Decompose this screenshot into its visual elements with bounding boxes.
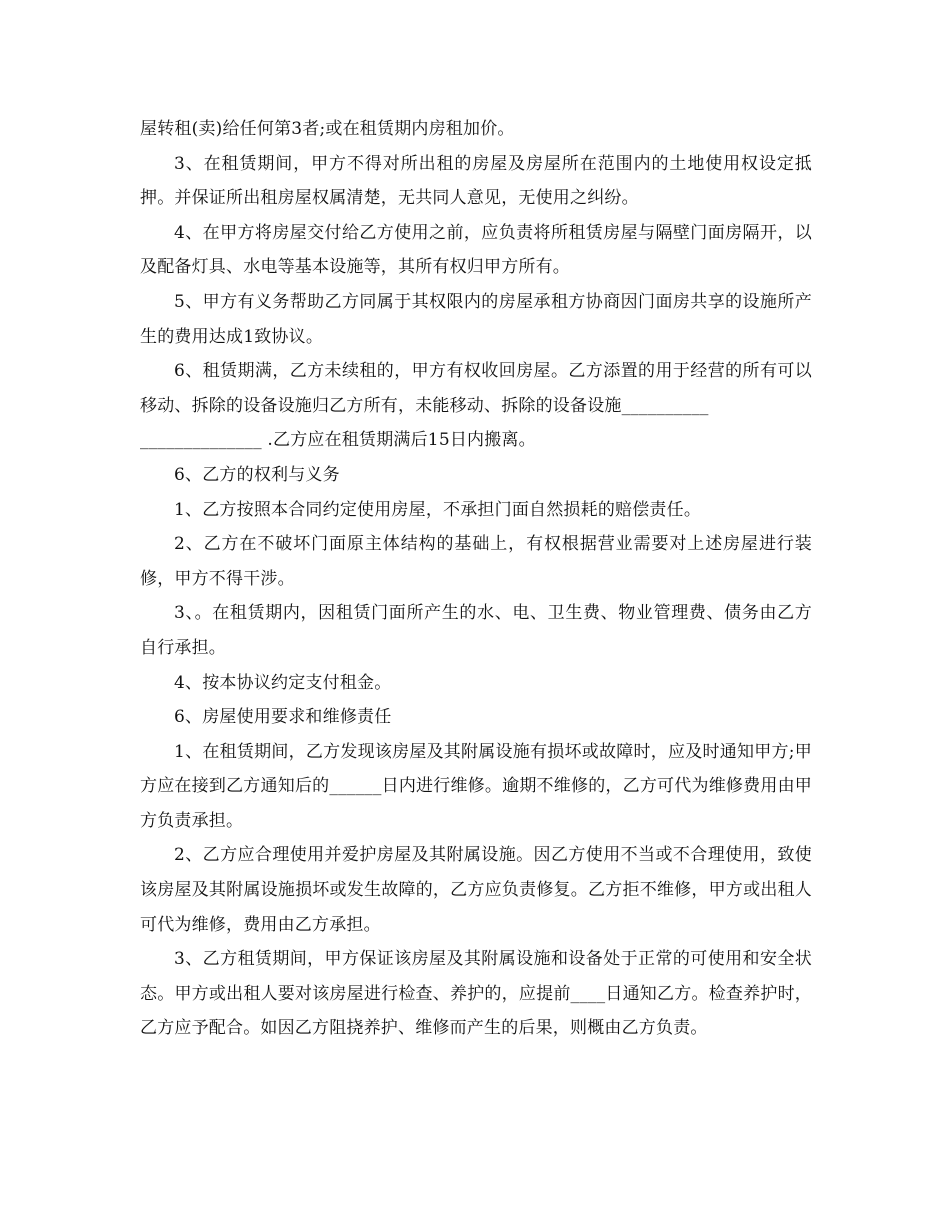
paragraph-maintenance-clause-2: 2、乙方应合理使用并爱护房屋及其附属设施。因乙方使用不当或不合理使用，致使该房屋及其附属设施损坏或发生故障的，乙方应负责修复。乙方拒不维修，甲方或出租人可代为维修，费用由乙方承担。: [140, 845, 812, 935]
paragraph-clause-6-expiry: 6、租赁期满，乙方未续租的，甲方有权收回房屋。乙方添置的用于经营的所有可以移动、拆除的设备设施归乙方所有，未能移动、拆除的设备设施__________: [140, 361, 812, 416]
paragraph-lessee-clause-1: 1、乙方按照本合同约定使用房屋，不承担门面自然损耗的赔偿责任。: [174, 499, 702, 520]
paragraph-clause-6-expiry-continued: ______________ .乙方应在租赁期满后15日内搬离。: [140, 430, 536, 451]
section-heading-lessee-rights: 6、乙方的权利与义务: [174, 464, 340, 485]
section-heading-maintenance: 6、房屋使用要求和维修责任: [174, 707, 392, 728]
paragraph-clause-5-shared-costs: 5、甲方有义务帮助乙方同属于其权限内的房屋承租方协商因门面房共享的设施所产生的费用达成1致协议。: [140, 291, 812, 347]
document-body: [140, 112, 812, 1046]
paragraph-lessee-clause-3: 3、。在租赁期内，因租赁门面所产生的水、电、卫生费、物业管理费、债务由乙方自行承担。: [140, 603, 812, 658]
paragraph-clause-4-delivery: 4、在甲方将房屋交付给乙方使用之前，应负责将所租赁房屋与隔壁门面房隔开，以及配备灯具、水电等基本设施等，其所有权归甲方所有。: [140, 222, 812, 278]
paragraph-continuation: 屋转租(卖)给任何第3者;或在租赁期内房租加价。: [140, 119, 515, 139]
paragraph-lessee-clause-2: 2、乙方在不破坏门面原主体结构的基础上，有权根据营业需要对上述房屋进行装修，甲方不得干涉。: [140, 534, 812, 589]
paragraph-maintenance-clause-3: 3、乙方租赁期间，甲方保证该房屋及其附属设施和设备处于正常的可使用和安全状态。甲方或出租人要对该房屋进行检查、养护的，应提前____日通知乙方。检查养护时，乙方应予配合。如因乙方阻挠养护、维修而产生的后果，则概由乙方负责。: [140, 949, 812, 1039]
paragraph-maintenance-clause-1: 1、在租赁期间，乙方发现该房屋及其附属设施有损坏或故障时，应及时通知甲方;甲方应在接到乙方通知后的______日内进行维修。逾期不维修的，乙方可代为维修费用由甲方负责承担。: [140, 741, 812, 831]
paragraph-clause-3-mortgage: 3、在租赁期间，甲方不得对所出租的房屋及房屋所在范围内的土地使用权设定抵押。并保证所出租房屋权属清楚，无共同人意见，无使用之纠纷。: [140, 153, 812, 209]
paragraph-lessee-clause-4: 4、按本协议约定支付租金。: [174, 672, 392, 693]
